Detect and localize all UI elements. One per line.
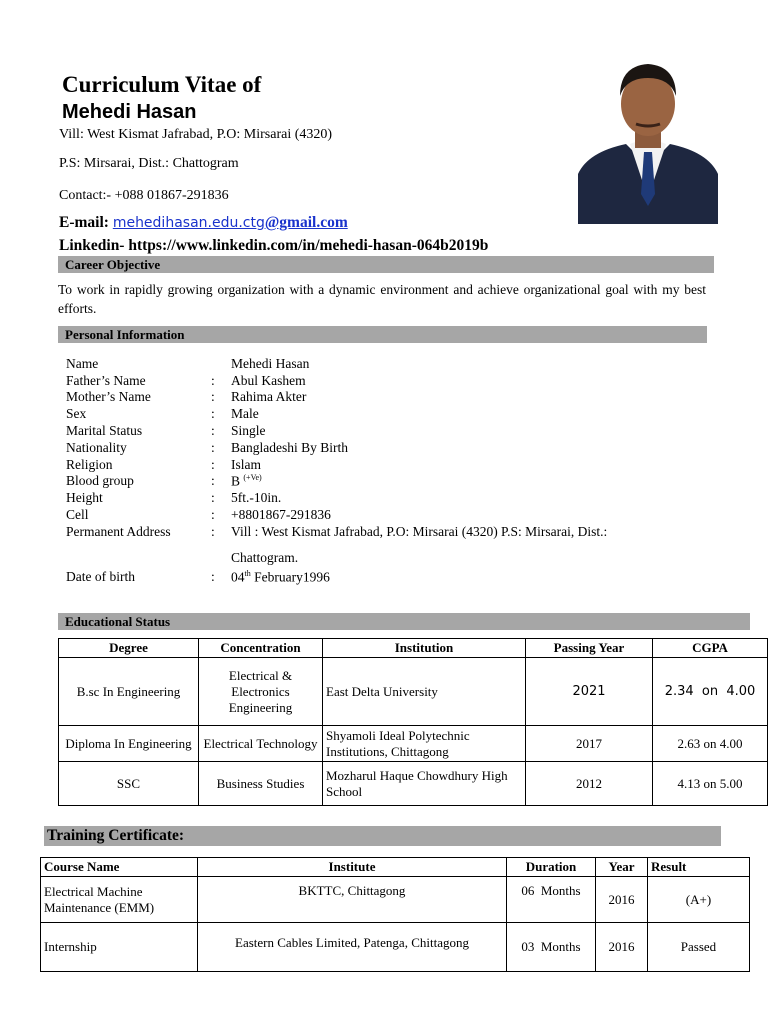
table-cell: BKTTC, Chittagong: [198, 877, 507, 923]
pi-colon: :: [211, 507, 215, 522]
table-cell: 4.13 on 5.00: [653, 762, 768, 806]
table-cell: East Delta University: [323, 658, 526, 726]
profile-photo: [578, 48, 718, 224]
pi-label: Father’s Name: [66, 373, 146, 388]
pi-label: Blood group: [66, 473, 134, 488]
table-cell: Business Studies: [199, 762, 323, 806]
pi-value-father: Abul Kashem: [231, 373, 306, 388]
table-header-row: [59, 639, 768, 658]
education-table: [58, 638, 768, 806]
linkedin-line: Linkedin- https://www.linkedin.com/in/mehedi-hasan-064b2019b: [59, 237, 489, 254]
training-table: [40, 857, 750, 972]
pi-label: Marital Status: [66, 423, 143, 438]
table-cell: Diploma In Engineering: [59, 726, 199, 762]
pi-label: Sex: [66, 406, 87, 421]
table-cell: 2012: [526, 762, 653, 806]
pi-colon: :: [211, 389, 215, 404]
table-cell: (A+): [648, 877, 750, 923]
career-objective-text: To work in rapidly growing organization with a dynamic environment and achieve organizational goal with my best efforts.: [58, 282, 706, 316]
address-line-1: Vill: West Kismat Jafrabad, P.O: Mirsarai (4320): [59, 127, 333, 142]
pi-colon: :: [211, 473, 215, 488]
table-cell: 06 Months: [507, 877, 596, 923]
pi-label: Date of birth: [66, 569, 135, 584]
pi-colon: :: [211, 569, 215, 584]
table-cell: 2.63 on 4.00: [653, 726, 768, 762]
pi-colon: :: [211, 440, 215, 455]
table-cell: Passed: [648, 923, 750, 972]
pi-label: Religion: [66, 457, 113, 472]
table-row: [59, 726, 768, 762]
portrait-image: [578, 48, 718, 224]
pi-value-name: Mehedi Hasan: [231, 356, 310, 371]
pi-colon: :: [211, 406, 215, 421]
pi-colon: :: [211, 373, 215, 388]
table-header-row: [41, 858, 750, 877]
column-header: CGPA: [653, 639, 768, 658]
pi-label: Mother’s Name: [66, 389, 151, 404]
table-cell: B.sc In Engineering: [59, 658, 199, 726]
pi-value-sex: Male: [231, 406, 259, 421]
pi-label: Height: [66, 490, 103, 505]
pi-colon: :: [211, 490, 215, 505]
table-cell: 2016: [596, 923, 648, 972]
career-objective-heading: Career Objective: [58, 256, 714, 273]
pi-value-dob: [231, 569, 330, 586]
table-cell: SSC: [59, 762, 199, 806]
contact-line: Contact:- +088 01867-291836: [59, 188, 229, 203]
table-cell: Electrical & Electronics Engineering: [199, 658, 323, 726]
table-cell: Eastern Cables Limited, Patenga, Chittagong: [198, 923, 507, 972]
dob-sup: th: [244, 569, 251, 578]
column-header: Result: [648, 858, 750, 877]
email-link[interactable]: [113, 215, 348, 231]
column-header: Degree: [59, 639, 199, 658]
pi-value-address-cont: Chattogram.: [231, 550, 299, 565]
pi-value-marital: Single: [231, 423, 266, 438]
training-heading: Training Certificate:: [44, 826, 721, 846]
education-heading: Educational Status: [58, 613, 750, 630]
pi-colon: :: [211, 457, 215, 472]
pi-value-mother: Rahima Akter: [231, 389, 307, 404]
table-row: [59, 762, 768, 806]
table-cell: 03 Months: [507, 923, 596, 972]
dob-day: 04: [231, 569, 245, 585]
table-cell: Electrical Machine Maintenance (EMM): [41, 877, 198, 923]
table-cell: 2017: [526, 726, 653, 762]
pi-value-address: Vill : West Kismat Jafrabad, P.O: Mirsarai (4320) P.S: Mirsarai, Dist.:: [231, 524, 608, 539]
pi-label: Name: [66, 356, 99, 371]
pi-value-cell: +8801867-291836: [231, 507, 331, 522]
blood-group-sup: (+Ve): [243, 473, 262, 482]
column-header: Course Name: [41, 858, 198, 877]
column-header: Duration: [507, 858, 596, 877]
pi-value-religion: Islam: [231, 457, 261, 472]
table-cell: Shyamoli Ideal Polytechnic Institutions, Chittagong: [323, 726, 526, 762]
cv-title: Curriculum Vitae of: [62, 72, 262, 97]
table-cell: Mozharul Haque Chowdhury High School: [323, 762, 526, 806]
table-cell: 2021: [526, 658, 653, 726]
candidate-name: Mehedi Hasan: [62, 101, 197, 123]
email-row: [59, 214, 348, 232]
pi-label: Cell: [66, 507, 89, 522]
pi-colon: :: [211, 423, 215, 438]
email-user: mehedihasan.edu.ctg: [112, 215, 265, 231]
table-cell: Internship: [41, 923, 198, 972]
column-header: Passing Year: [526, 639, 653, 658]
email-domain: @gmail.com: [264, 214, 348, 231]
pi-label: Nationality: [66, 440, 127, 455]
pi-value-height: 5ft.-10in.: [231, 490, 282, 505]
table-cell: 2.34 on 4.00: [653, 658, 768, 726]
column-header: Year: [596, 858, 648, 877]
blood-group-letter: B: [231, 473, 241, 489]
table-row: [41, 923, 750, 972]
address-line-2: P.S: Mirsarai, Dist.: Chattogram: [59, 156, 239, 171]
table-cell: 2016: [596, 877, 648, 923]
table-row: [41, 877, 750, 923]
dob-rest: February1996: [250, 569, 330, 585]
personal-info-heading: Personal Information: [58, 326, 707, 343]
table-row: [59, 658, 768, 726]
table-cell: Electrical Technology: [199, 726, 323, 762]
column-header: Institution: [323, 639, 526, 658]
pi-colon: :: [211, 524, 215, 539]
column-header: Institute: [198, 858, 507, 877]
email-label: E-mail:: [59, 214, 109, 231]
pi-value-nationality: Bangladeshi By Birth: [231, 440, 348, 455]
pi-label: Permanent Address: [66, 524, 171, 539]
column-header: Concentration: [199, 639, 323, 658]
pi-value-blood-group: [231, 473, 262, 490]
